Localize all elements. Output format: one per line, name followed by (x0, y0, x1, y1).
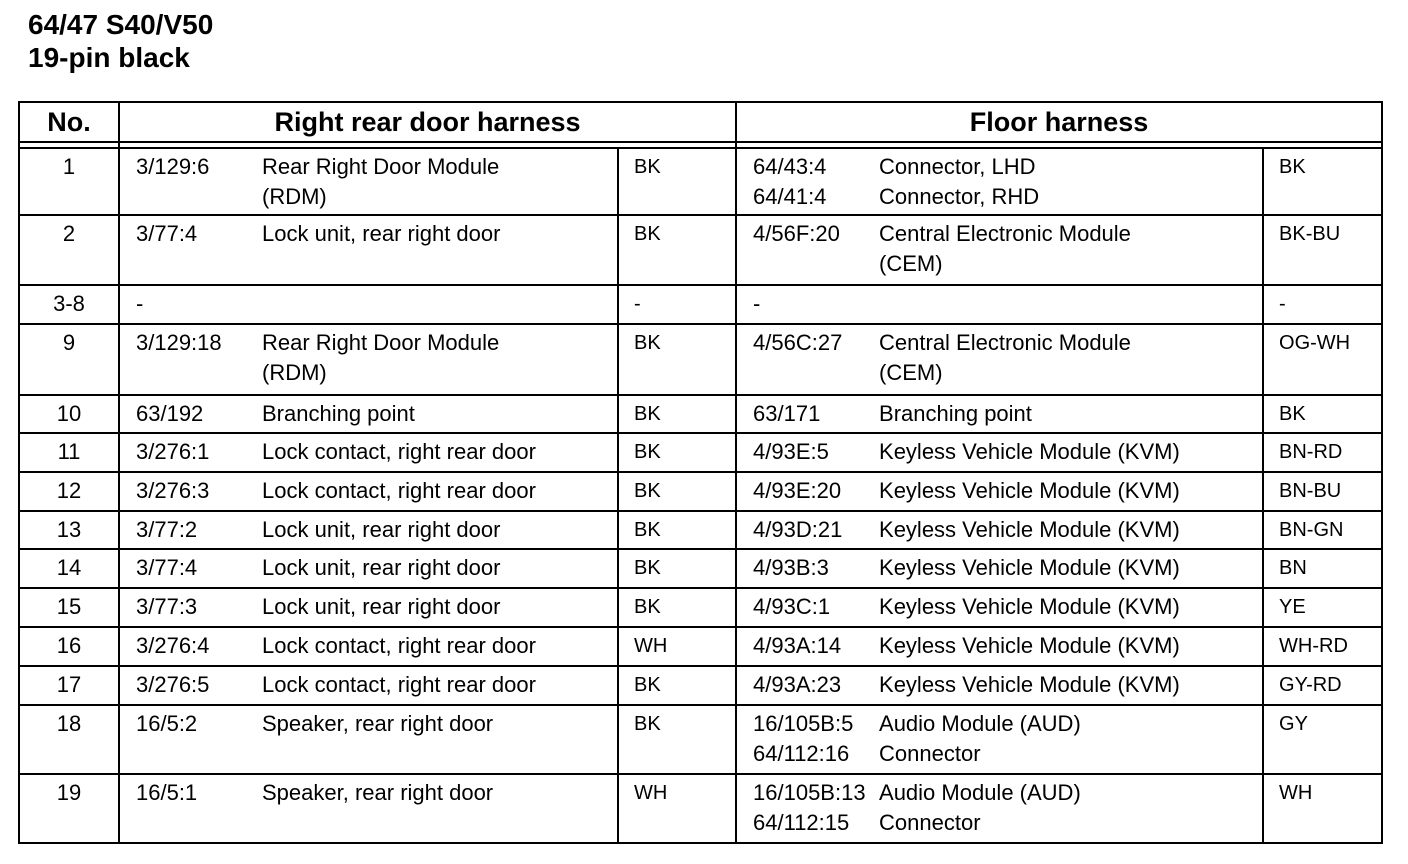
right-code: - (753, 291, 761, 316)
right-code: 16/105B:13 64/112:15 (753, 780, 866, 835)
left-code: 3/276:3 (136, 478, 210, 503)
left-code: 3/77:2 (136, 517, 198, 542)
left-connection (119, 148, 618, 215)
left-connection (119, 705, 618, 774)
right-description: Audio Module (AUD) Connector (879, 780, 1081, 835)
right-description: Keyless Vehicle Module (KVM) (879, 672, 1180, 697)
table-row (19, 511, 1382, 549)
left-wire-color: BK (618, 472, 736, 511)
right-connection (736, 666, 1263, 705)
left-wire-color: BK (618, 324, 736, 395)
left-description: Lock unit, rear right door (262, 555, 501, 580)
right-code: 16/105B:5 64/112:16 (753, 711, 854, 766)
pin-number: 12 (19, 472, 119, 511)
right-code: 4/93B:3 (753, 555, 829, 580)
right-connection (736, 472, 1263, 511)
left-connection (119, 774, 618, 843)
table-row (19, 433, 1382, 472)
right-description: Keyless Vehicle Module (KVM) (879, 594, 1180, 619)
header-floor-harness: Floor harness (736, 102, 1382, 142)
pin-number: 18 (19, 705, 119, 774)
right-wire-color: YE (1263, 588, 1382, 627)
right-wire-color: GY-RD (1263, 666, 1382, 705)
right-wire-color: OG-WH (1263, 324, 1382, 395)
right-connection (736, 433, 1263, 472)
left-connection (119, 588, 618, 627)
right-wire-color: BK (1263, 148, 1382, 215)
right-connection (736, 285, 1263, 324)
right-connection (736, 324, 1263, 395)
pin-number: 14 (19, 549, 119, 588)
right-code: 4/93D:21 (753, 517, 843, 542)
left-code: 3/77:4 (136, 221, 198, 246)
pin-number: 1 (19, 148, 119, 215)
left-wire-color: BK (618, 666, 736, 705)
pin-number: 17 (19, 666, 119, 705)
right-code: 4/56F:20 (753, 221, 840, 246)
left-wire-color: BK (618, 705, 736, 774)
table-row (19, 666, 1382, 705)
left-code: 3/129:6 (136, 154, 210, 179)
left-description: Lock contact, right rear door (262, 439, 536, 464)
left-description: Lock contact, right rear door (262, 672, 536, 697)
right-description: Keyless Vehicle Module (KVM) (879, 555, 1180, 580)
right-code: 4/93E:5 (753, 439, 829, 464)
left-description: Rear Right Door Module (RDM) (262, 330, 500, 385)
left-code: 3/276:5 (136, 672, 210, 697)
left-connection (119, 324, 618, 395)
right-description: Keyless Vehicle Module (KVM) (879, 517, 1180, 542)
left-wire-color: BK (618, 148, 736, 215)
left-code: 16/5:1 (136, 780, 198, 805)
right-connection (736, 627, 1263, 666)
right-description: Keyless Vehicle Module (KVM) (879, 478, 1180, 503)
left-description: Lock unit, rear right door (262, 221, 501, 246)
right-wire-color: BN-BU (1263, 472, 1382, 511)
left-code: 16/5:2 (136, 711, 198, 736)
right-connection (736, 395, 1263, 433)
left-code: 63/192 (136, 401, 204, 426)
right-wire-color: BK-BU (1263, 215, 1382, 285)
left-wire-color: BK (618, 433, 736, 472)
right-description: Audio Module (AUD) Connector (879, 711, 1081, 766)
left-connection (119, 395, 618, 433)
left-description: Rear Right Door Module (RDM) (262, 154, 500, 209)
left-connection (119, 666, 618, 705)
table-row (19, 148, 1382, 215)
right-connection (736, 549, 1263, 588)
left-connection (119, 433, 618, 472)
right-code: 4/93E:20 (753, 478, 842, 503)
table-row (19, 215, 1382, 285)
left-wire-color: WH (618, 627, 736, 666)
left-wire-color: BK (618, 395, 736, 433)
left-description: Speaker, rear right door (262, 780, 494, 805)
right-description (879, 289, 1262, 319)
header-no: No. (19, 102, 119, 142)
right-code: 63/171 (753, 401, 821, 426)
document-title (28, 8, 213, 74)
pin-number: 2 (19, 215, 119, 285)
right-connection (736, 774, 1263, 843)
right-wire-color: GY (1263, 705, 1382, 774)
left-wire-color: BK (618, 549, 736, 588)
left-description: Lock contact, right rear door (262, 633, 536, 658)
right-wire-color: BN-GN (1263, 511, 1382, 549)
table-row (19, 705, 1382, 774)
table-row (19, 627, 1382, 666)
pin-number: 10 (19, 395, 119, 433)
pin-number: 9 (19, 324, 119, 395)
left-connection (119, 285, 618, 324)
left-description: Branching point (262, 401, 415, 426)
right-description: Keyless Vehicle Module (KVM) (879, 439, 1180, 464)
left-code: 3/77:3 (136, 594, 198, 619)
right-description: Central Electronic Module (CEM) (879, 330, 1131, 385)
left-description: Lock contact, right rear door (262, 478, 536, 503)
right-wire-color: WH (1263, 774, 1382, 843)
pin-number: 16 (19, 627, 119, 666)
left-code: - (136, 291, 144, 316)
right-connection (736, 588, 1263, 627)
left-description: Lock unit, rear right door (262, 517, 501, 542)
left-connection (119, 627, 618, 666)
pin-number: 11 (19, 433, 119, 472)
left-wire-color: BK (618, 588, 736, 627)
right-code: 4/93A:23 (753, 672, 842, 697)
right-wire-color: BN (1263, 549, 1382, 588)
table-row (19, 549, 1382, 588)
left-wire-color: WH (618, 774, 736, 843)
pin-number: 19 (19, 774, 119, 843)
left-wire-color: BK (618, 511, 736, 549)
left-connection (119, 511, 618, 549)
table-row (19, 324, 1382, 395)
right-connection (736, 148, 1263, 215)
left-description (262, 289, 617, 319)
left-code: 3/77:4 (136, 555, 198, 580)
pin-number: 13 (19, 511, 119, 549)
right-wire-color: WH-RD (1263, 627, 1382, 666)
right-wire-color: - (1263, 285, 1382, 324)
right-code: 4/56C:27 (753, 330, 843, 355)
right-description: Central Electronic Module (CEM) (879, 221, 1131, 276)
header-row (19, 102, 1382, 142)
table-row (19, 285, 1382, 324)
right-connection (736, 705, 1263, 774)
right-connection (736, 511, 1263, 549)
pin-number: 15 (19, 588, 119, 627)
left-connection (119, 549, 618, 588)
left-description: Speaker, rear right door (262, 711, 494, 736)
table-row (19, 774, 1382, 843)
right-description: Keyless Vehicle Module (KVM) (879, 633, 1180, 658)
right-code: 4/93C:1 (753, 594, 831, 619)
right-code: 64/43:4 64/41:4 (753, 154, 827, 209)
pinout-table (18, 101, 1383, 844)
table-row (19, 395, 1382, 433)
right-wire-color: BK (1263, 395, 1382, 433)
left-wire-color: BK (618, 215, 736, 285)
right-connection (736, 215, 1263, 285)
left-description: Lock unit, rear right door (262, 594, 501, 619)
left-code: 3/276:4 (136, 633, 210, 658)
right-code: 4/93A:14 (753, 633, 842, 658)
left-code: 3/276:1 (136, 439, 210, 464)
right-wire-color: BN-RD (1263, 433, 1382, 472)
right-description: Branching point (879, 401, 1032, 426)
left-connection (119, 472, 618, 511)
connector-description: 19-pin black (28, 42, 190, 73)
right-description: Connector, LHD Connector, RHD (879, 154, 1040, 209)
connector-id: 64/47 S40/V50 (28, 9, 214, 40)
left-code: 3/129:18 (136, 330, 222, 355)
pin-number: 3-8 (19, 285, 119, 324)
table-row (19, 472, 1382, 511)
header-right-rear-door-harness: Right rear door harness (119, 102, 736, 142)
table-row (19, 588, 1382, 627)
left-connection (119, 215, 618, 285)
left-wire-color: - (618, 285, 736, 324)
